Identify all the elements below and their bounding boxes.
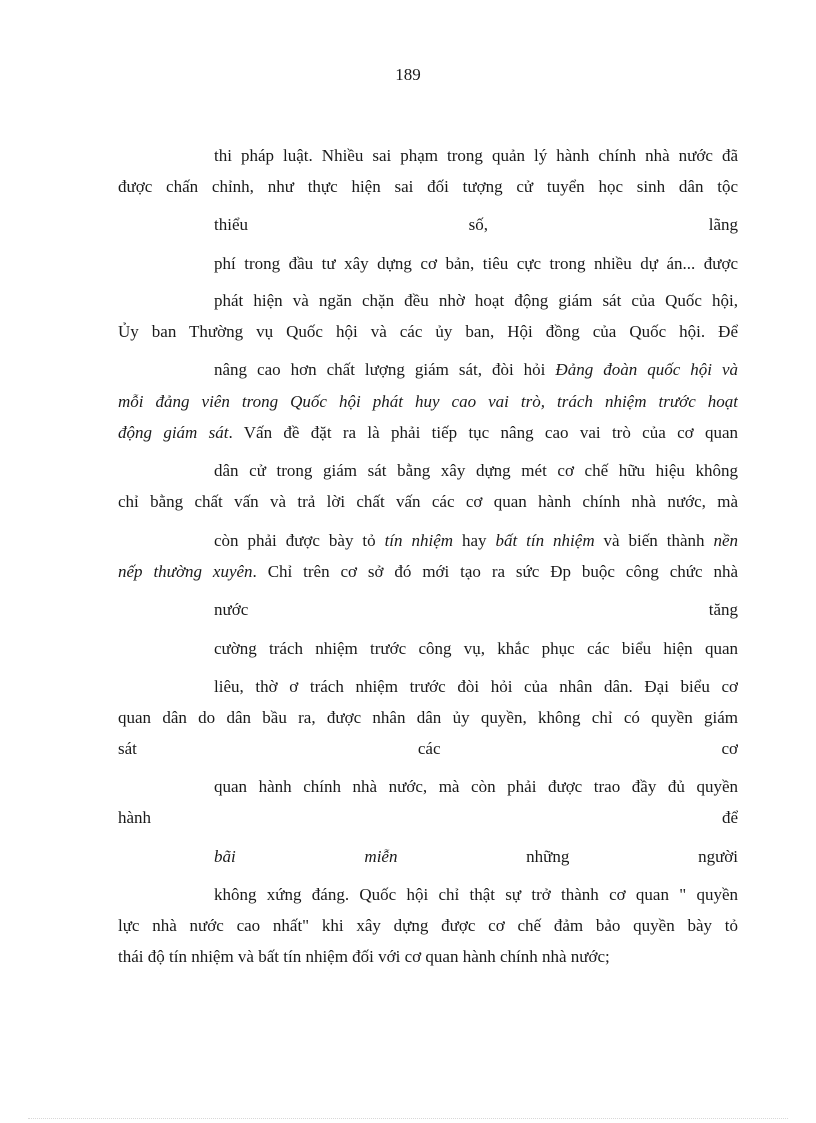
text-line-17: quan dân do dân bầu ra, được nhân dân ủy quyền, không chỉ có quyền giám: [118, 708, 738, 727]
italic-phrase: tín nhiệm: [384, 531, 454, 550]
text-line-20: hành để: [118, 808, 738, 827]
text-line-24: thái độ tín nhiệm và bất tín nhiệm đối với cơ quan hành chính nhà nước;: [118, 947, 610, 966]
text-line-6: Ủy ban Thường vụ Quốc hội và các ủy ban, Hội đồng của Quốc hội. Để: [118, 322, 738, 341]
text-line-21: [214, 845, 738, 869]
text-line-16: liêu, thờ ơ trách nhiệm trước đòi hỏi của nhân dân. Đại biểu cơ: [214, 677, 738, 696]
page-bottom-border: [28, 1118, 788, 1119]
text-line-19: quan hành chính nhà nước, mà còn phải được trao đầy đủ quyền: [214, 777, 738, 796]
text-line-12: [214, 529, 738, 553]
text-line-7: [214, 358, 738, 382]
text-line-2: được chấn chỉnh, như thực hiện sai đối tượng cử tuyển học sinh dân tộc: [118, 177, 738, 196]
italic-phrase: bãi miễn: [214, 847, 398, 866]
text-segment: nâng cao hơn chất lượng giám sát, đòi hỏi: [214, 360, 556, 379]
italic-phrase: mỗi đảng viên trong Quốc hội phát huy cao vai trò, trách nhiệm trước hoạt: [118, 392, 738, 411]
text-line-18: sát các cơ: [118, 739, 738, 758]
text-line-8: [118, 390, 738, 414]
text-line-22: không xứng đáng. Quốc hội chỉ thật sự trở thành cơ quan " quyền: [214, 885, 738, 904]
text-line-4: phí trong đầu tư xây dựng cơ bản, tiêu cực trong nhiều dự án... được: [214, 254, 738, 273]
page-number: 189: [395, 65, 421, 84]
italic-phrase: nếp thường xuyên: [118, 562, 253, 581]
text-line-23: lực nhà nước cao nhất" khi xây dựng được cơ chế đảm bảo quyền bày tỏ: [118, 916, 738, 935]
italic-phrase: động giám sát: [118, 423, 229, 442]
text-line-15: cường trách nhiệm trước công vụ, khắc phục các biểu hiện quan: [214, 639, 738, 658]
text-line-1: thi pháp luật. Nhiều sai phạm trong quản lý hành chính nhà nước đã: [214, 146, 738, 165]
text-line-10: dân cử trong giám sát bằng xây dựng mét cơ chế hữu hiệu không: [214, 461, 738, 480]
text-segment: hay: [453, 531, 496, 550]
text-segment: những người: [397, 847, 738, 866]
text-segment: và biến thành: [594, 531, 714, 550]
italic-phrase: nền: [713, 531, 738, 550]
text-segment: . Chỉ trên cơ sở đó mới tạo ra sức Đp buộc công chức nhà: [252, 562, 738, 581]
text-segment: còn phải được bày tỏ: [214, 531, 385, 550]
italic-phrase: Đảng đoàn quốc hội và: [555, 360, 738, 379]
text-line-5: phát hiện và ngăn chặn đều nhờ hoạt động giám sát của Quốc hội,: [214, 291, 738, 310]
text-line-13: [118, 560, 738, 584]
text-segment: . Vấn đề đặt ra là phải tiếp tục nâng cao vai trò của cơ quan: [228, 423, 738, 442]
text-line-9: [118, 421, 738, 445]
italic-phrase: bất tín nhiệm: [495, 531, 595, 550]
text-line-3: thiểu số, lãng: [214, 215, 738, 234]
text-line-14: nước tăng: [214, 600, 738, 619]
text-line-11: chỉ bằng chất vấn và trả lời chất vấn các cơ quan hành chính nhà nước, mà: [118, 492, 738, 511]
